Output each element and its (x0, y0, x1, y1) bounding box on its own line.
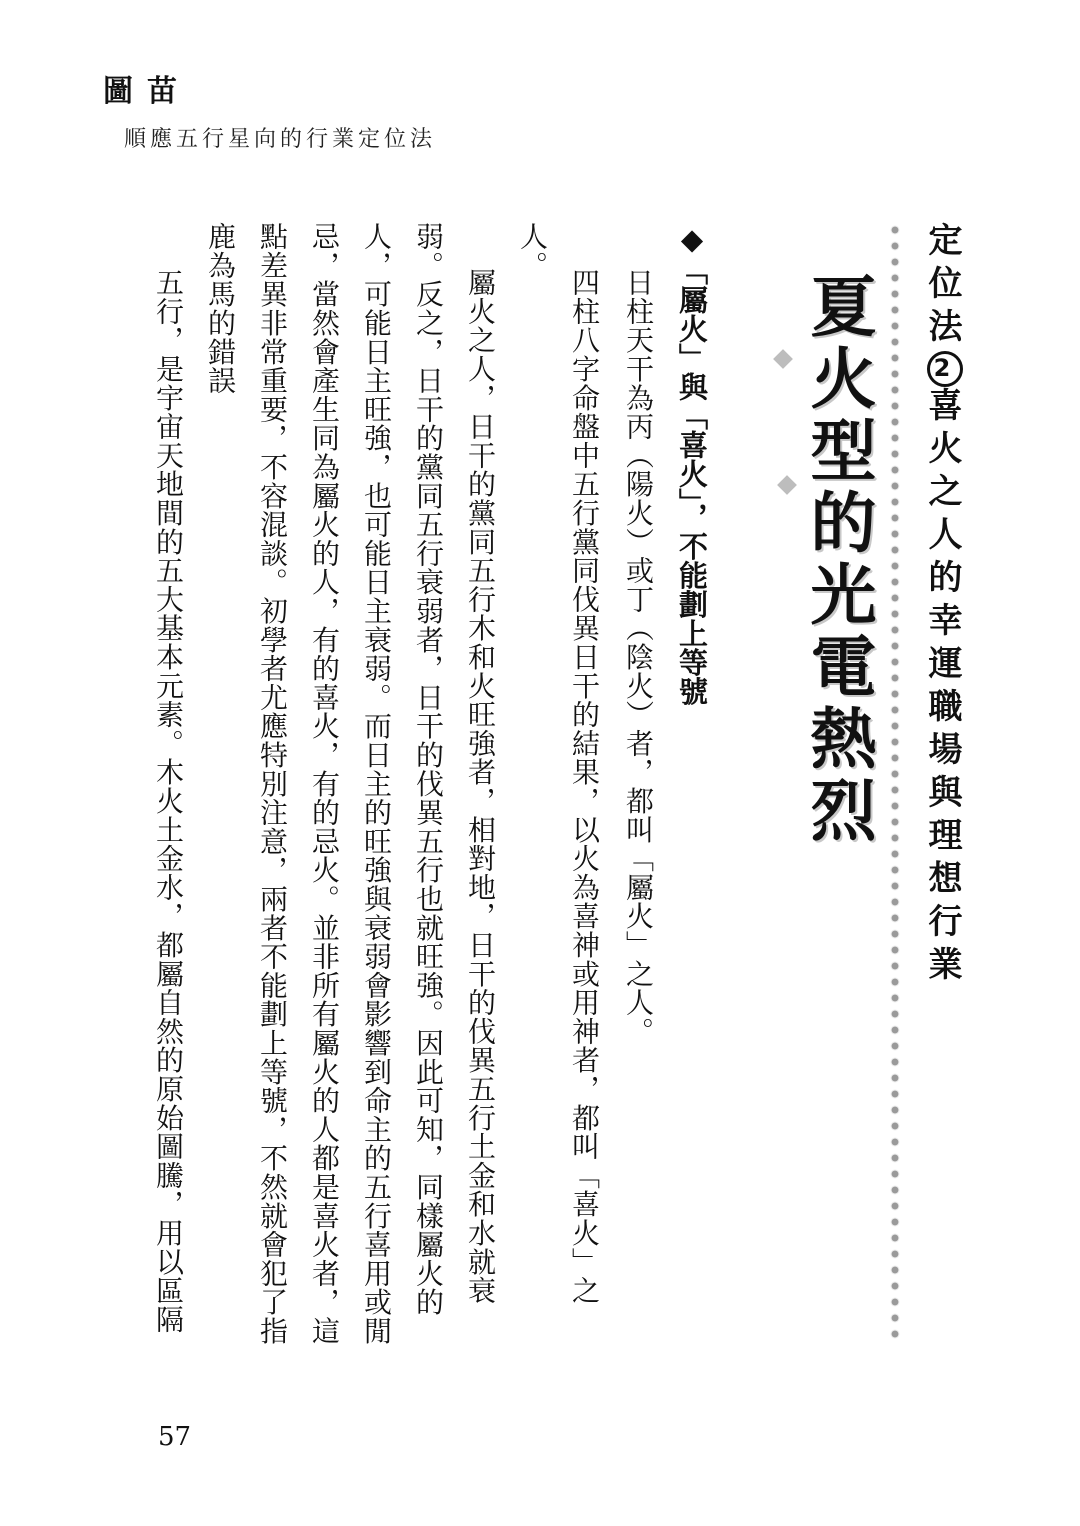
body-line: 人。 (516, 222, 549, 280)
circled-number-icon: 2 (927, 351, 963, 387)
dotted-divider (889, 222, 901, 1342)
body-line: 日柱天干為丙（陽火）或丁（陰火）者，都叫「屬火」之人。 (622, 268, 655, 1046)
running-header-title: 圖苗 (103, 74, 191, 109)
section-heading: ◆「屬火」與「喜火」，不能劃上等號 (675, 222, 709, 706)
body-line: 鹿為馬的錯誤 (204, 222, 237, 395)
body-line: 忌，當然會產生同為屬火的人，有的喜火，有的忌火。並非所有屬火的人都是喜火者，這 (308, 222, 341, 1346)
body-line: 四柱八字命盤中五行黨同伐異日干的結果，以火為喜神或用神者，都叫「喜火」之 (568, 268, 601, 1305)
body-line: 弱。反之，日干的黨同五行衰弱者，日干的伐異五行也就旺強。因此可知，同樣屬火的 (412, 222, 445, 1317)
chapter-subtitle-prefix: 定位法 (922, 222, 962, 351)
chapter-title: 夏火型的光電熱烈 (799, 272, 876, 848)
body-line: 點差異非常重要，不容混談。初學者尤應特別注意，兩者不能劃上等號，不然就會犯了指 (256, 222, 289, 1346)
body-line: 五行，是宇宙天地間的五大基本元素。木火土金水，都屬自然的原始圖騰，用以區隔 (152, 268, 185, 1334)
page-number: 57 (158, 1422, 192, 1452)
body-line: 人，可能日主旺強，也可能日主衰弱。而日主的旺強與衰弱會影響到命主的五行喜用或閒 (360, 222, 393, 1346)
body-line: 屬火之人，日干的黨同五行木和火旺強者，相對地，日干的伐異五行土金和水就衰 (464, 268, 497, 1305)
running-header-subtitle: 順應五行星向的行業定位法 (124, 127, 437, 152)
chapter-subtitle (918, 222, 967, 989)
chapter-subtitle-text: 喜火之人的幸運職場與理想行業 (922, 387, 962, 989)
